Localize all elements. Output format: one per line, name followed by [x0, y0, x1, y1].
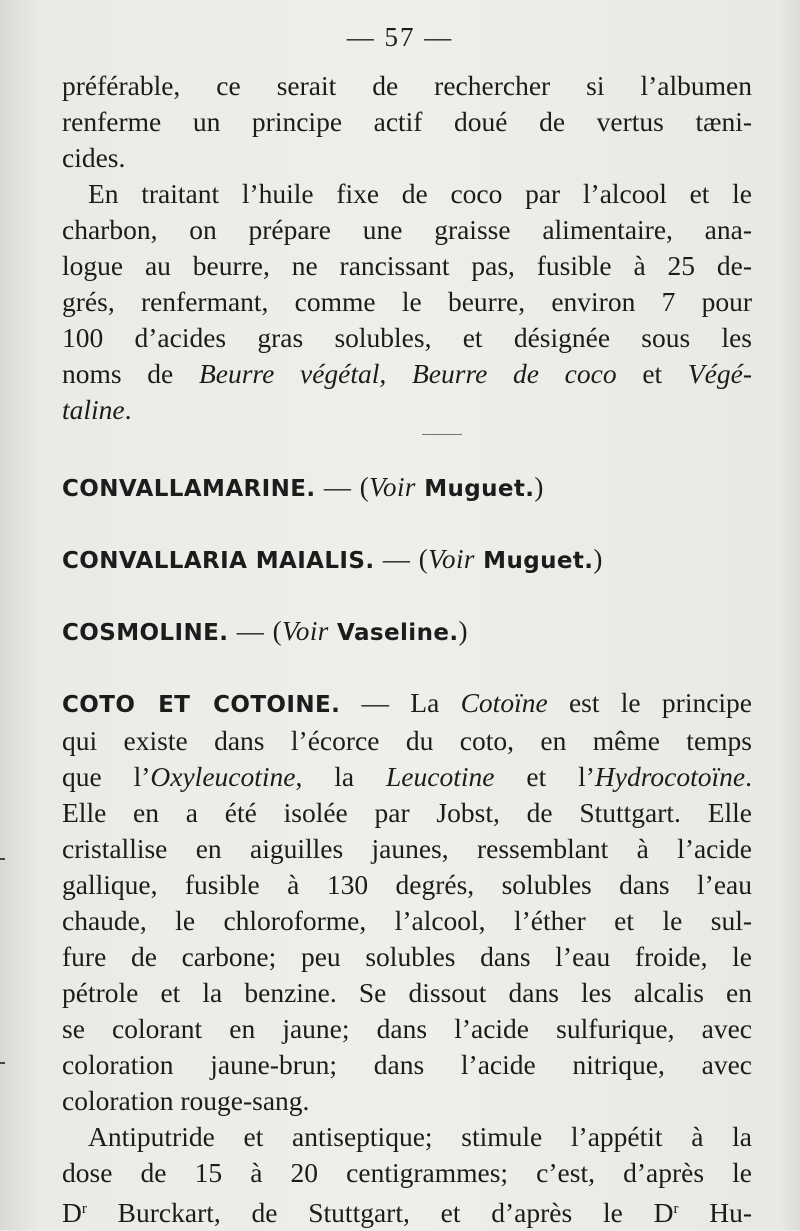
text-line: qui existe dans l’écorce du coto, en même temps [62, 725, 752, 756]
text-line [62, 356, 752, 392]
product-name: taline [62, 394, 125, 425]
voir-label: Voir [428, 544, 475, 574]
text-run [62, 1197, 87, 1228]
entry-convallamarine [62, 469, 752, 507]
text-line: Elle en a été isolée par Jobst, de Stuttgart. Elle [62, 797, 752, 828]
cross-reference: Vaseline. [337, 620, 459, 646]
doctor-abbrev: D [62, 1197, 82, 1228]
text-line: 100 d’acides gras solubles, et désignée sous les [62, 322, 752, 353]
compound-name: Leucotine [386, 761, 495, 792]
paren-close: ) [593, 544, 603, 574]
entry-cosmoline [62, 613, 752, 651]
compound-name: Oxyleucotine [150, 761, 296, 792]
entry-title: COSMOLINE. [62, 620, 229, 646]
text-run: . [124, 394, 132, 425]
cross-reference: Muguet. [424, 476, 535, 502]
margin-mark [0, 858, 5, 860]
text-run: Hu- [709, 1197, 753, 1228]
text-line: coloration jaune-brun; dans l’acide nitrique, avec [62, 1049, 752, 1080]
text-line: logue au beurre, ne rancissant pas, fusible à 25 de- [62, 250, 752, 281]
text-line: fure de carbone; peu solubles dans l’eau froide, le [62, 941, 752, 972]
text-line: se colorant en jaune; dans l’acide sulfurique, avec [62, 1013, 752, 1044]
text-line [62, 759, 752, 795]
text-line: coloration rouge-sang. [62, 1085, 310, 1116]
entry-dash: — [382, 544, 411, 574]
text-run: et [642, 358, 663, 389]
entry-title: CONVALLARIA MAIALIS. [62, 548, 375, 574]
entry-dash: — [323, 472, 352, 502]
text-line: préférable, ce serait de rechercher si l’albumen [62, 70, 752, 101]
continuation-paragraph [62, 68, 752, 176]
text-line: En traitant l’huile fixe de coco par l’alcool et le [88, 178, 752, 209]
doctor-abbrev-sup: r [81, 1201, 87, 1217]
page-number: — 57 — [346, 22, 454, 52]
text-run: que l’ [62, 761, 151, 792]
doctor-abbrev: D [653, 1197, 674, 1228]
text-line: chaude, le chloroforme, l’alcool, l’éther et le sul- [62, 905, 752, 936]
text-line: pétrole et la benzine. Se dissout dans les alcalis en [62, 977, 752, 1008]
compound-name: Hydrocotoïne [594, 761, 746, 792]
entry-convallaria-maialis [62, 541, 752, 579]
voir-label: Voir [282, 616, 329, 646]
section-divider [422, 434, 462, 435]
text-line: cristallise en aiguilles jaunes, ressemblant à l’acide [62, 833, 752, 864]
paren-close: ) [458, 616, 468, 646]
text-line: charbon, on prépare une graisse alimentaire, ana- [62, 214, 752, 245]
entry-coto [62, 685, 752, 1119]
antiputride-paragraph [62, 1119, 752, 1231]
page-body [62, 68, 752, 1231]
product-name: Beurre végétal, [198, 358, 387, 389]
entry-title: COTO ET COTOINE. [62, 692, 341, 718]
text-run: est le principe [568, 687, 753, 718]
text-line [62, 1191, 752, 1231]
text-run [654, 1197, 679, 1228]
entry-title: CONVALLAMARINE. [62, 476, 316, 502]
paren-open: ( [418, 544, 429, 574]
compound-name: Cotoïne [460, 687, 548, 718]
text-line: renferme un principe actif doué de vertus tæni- [62, 106, 752, 137]
text-line: gallique, fusible à 130 degrés, solubles dans l’eau [62, 869, 752, 900]
product-name: Végé- [687, 358, 752, 389]
paren-close: ) [534, 472, 544, 502]
text-run: et l’ [526, 761, 595, 792]
text-line: cides. [62, 142, 126, 173]
cross-reference: Muguet. [483, 548, 594, 574]
margin-mark [0, 1062, 5, 1064]
text-line: grés, renfermant, comme le beurre, environ 7 pour [62, 286, 752, 317]
text-line [62, 685, 752, 723]
product-name: Beurre de coco [411, 358, 617, 389]
text-line: Antiputride et antiseptique; stimule l’appétit à la [88, 1121, 752, 1152]
text-run: . [745, 761, 752, 792]
paren-open: ( [272, 616, 283, 646]
text-run: , la [295, 761, 355, 792]
doctor-abbrev-sup: r [673, 1201, 679, 1217]
text-line [62, 392, 752, 428]
entry-dash: — [236, 616, 265, 646]
text-run: La [410, 687, 440, 718]
paren-open: ( [359, 472, 370, 502]
text-run: noms de [62, 358, 174, 389]
text-line: dose de 15 à 20 centigrammes; c’est, d’après le [62, 1157, 752, 1188]
entry-dash: — [361, 687, 390, 718]
coco-paragraph [62, 176, 752, 435]
voir-label: Voir [369, 472, 416, 502]
text-run: Burckart, de Stuttgart, et d’après le [117, 1197, 623, 1228]
